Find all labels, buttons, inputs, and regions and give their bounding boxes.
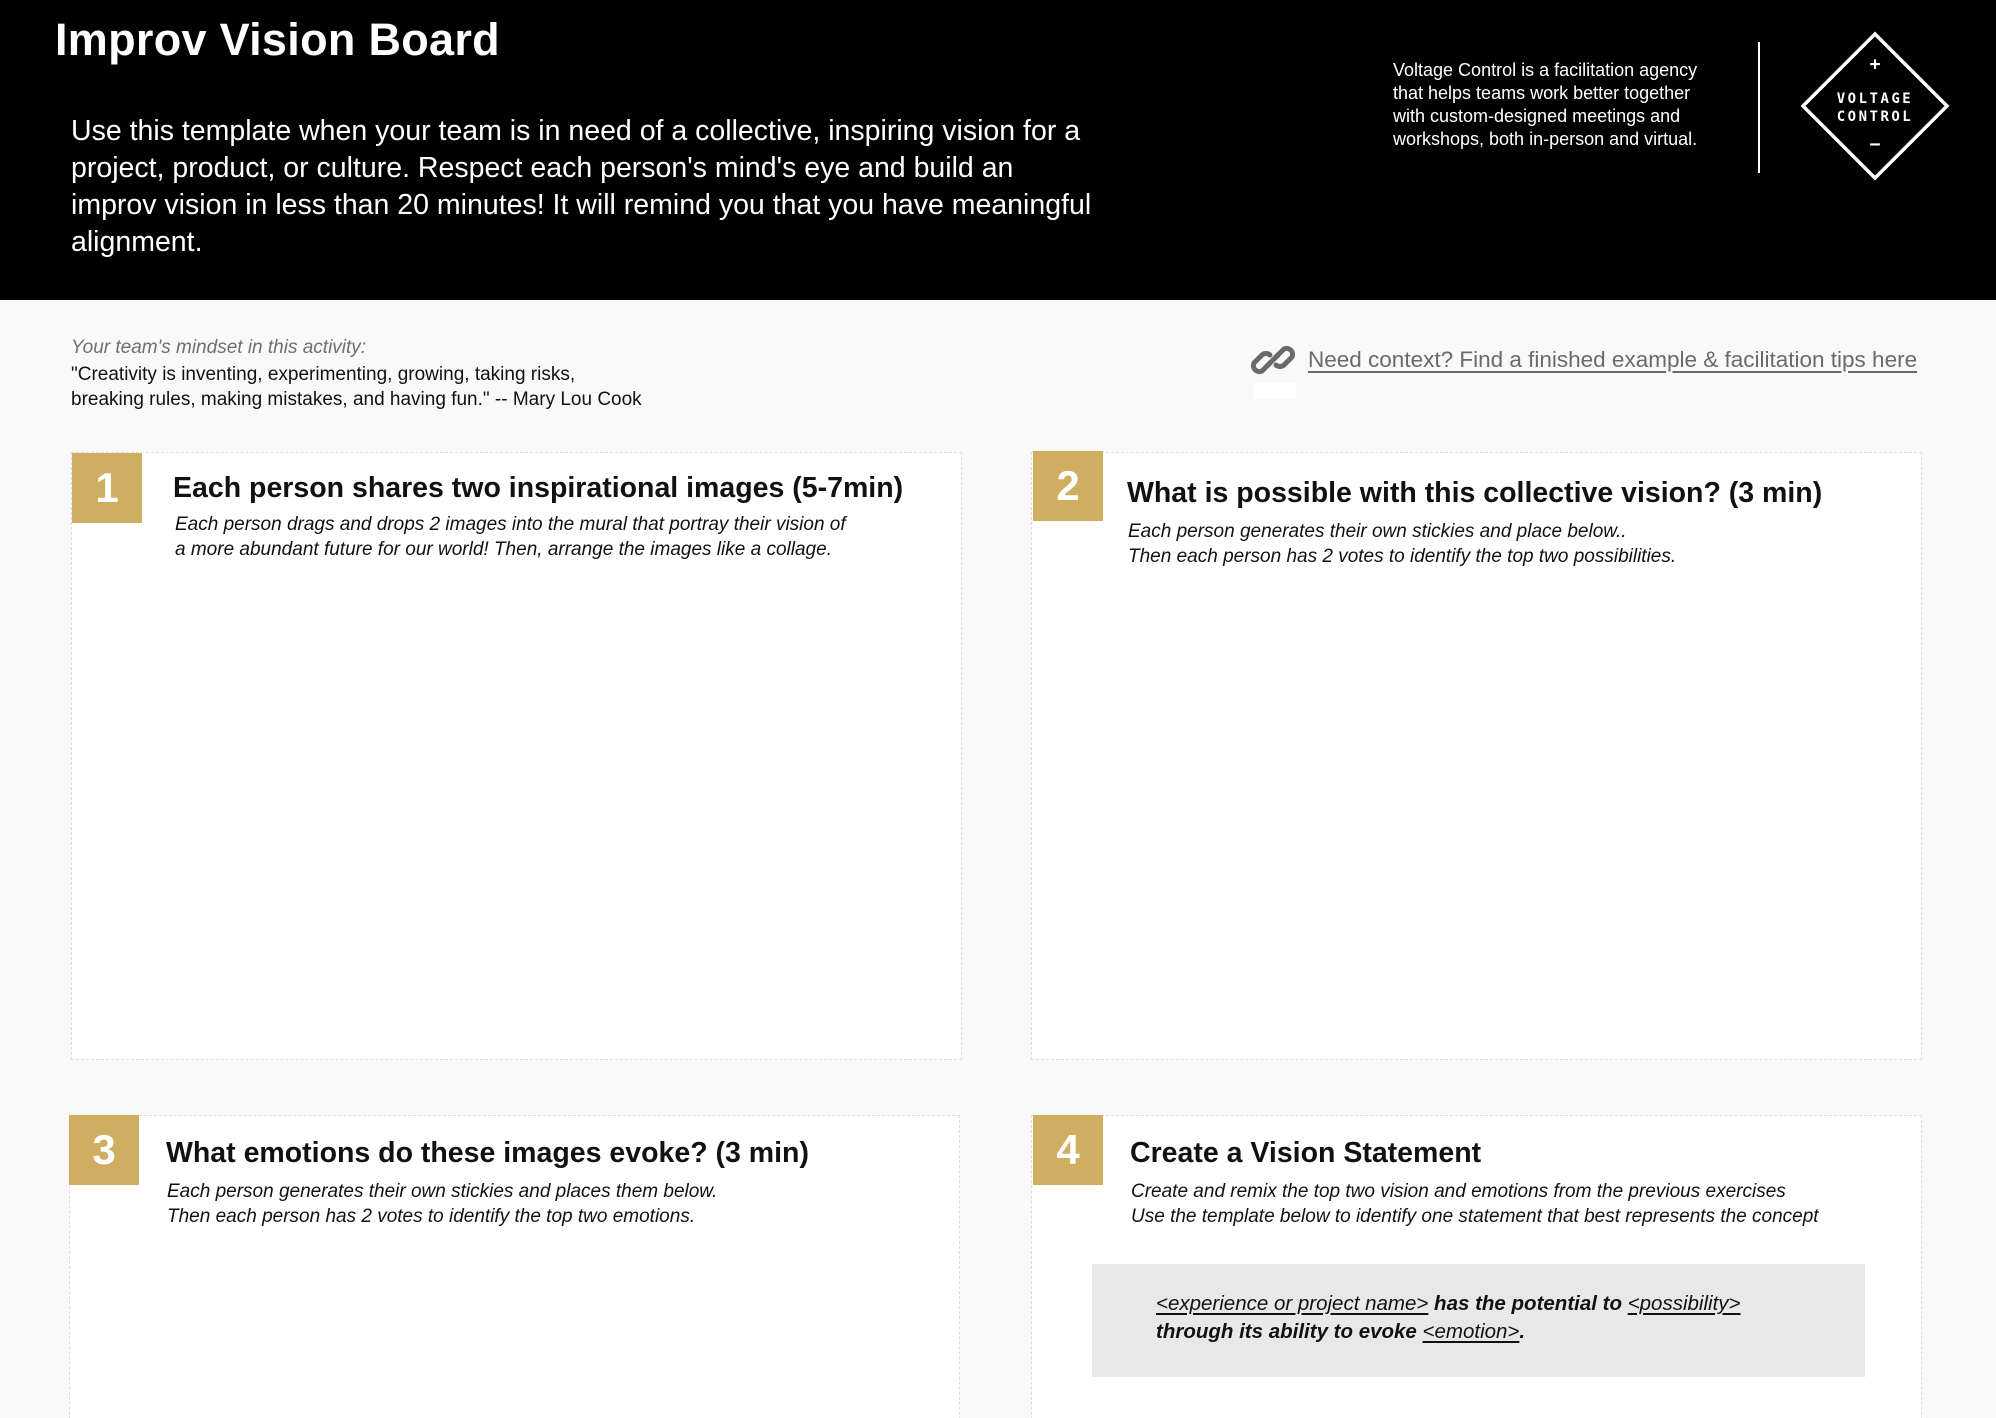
placeholder-possibility[interactable]: <possibility> [1627,1292,1741,1315]
section-2-title: What is possible with this collective vision? (3 min) [1127,477,1823,509]
mini-thumbnail [1254,383,1296,399]
agency-description: Voltage Control is a facilitation agency that helps teams work better together with custom-designed meetings and workshops, both in-person and virtual. [1393,60,1698,149]
statement-end: . [1519,1320,1526,1343]
voltage-control-logo[interactable] [1799,30,1951,182]
quote-line-1: "Creativity is inventing, experimenting, growing, taking risks, [71,364,576,385]
vision-statement-template[interactable] [1092,1264,1865,1377]
section-4-title: Create a Vision Statement [1130,1137,1482,1169]
svg-text:CONTROL: CONTROL [1836,109,1914,125]
statement-line-1 [1156,1290,1865,1318]
desc-line: Then each person has 2 votes to identify the top two emotions. [167,1206,696,1227]
header-banner [0,0,1996,300]
statement-text: through its ability to evoke [1156,1320,1423,1343]
desc-line: Each person generates their own stickies and places them below. [167,1181,718,1202]
context-link[interactable] [1250,335,1917,385]
step-number-1: 1 [72,453,142,523]
link-icon [1250,337,1296,383]
quote-line-2: breaking rules, making mistakes, and having fun." -- Mary Lou Cook [71,389,642,410]
placeholder-experience[interactable]: <experience or project name> [1156,1292,1429,1315]
mindset-label: Your team's mindset in this activity: [71,337,367,358]
desc-line: Then each person has 2 votes to identify the top two possibilities. [1128,546,1677,567]
placeholder-emotion[interactable]: <emotion> [1422,1320,1520,1343]
desc-line: Use the template below to identify one statement that best represents the concept [1131,1206,1819,1227]
intro-text: Use this template when your team is in need of a collective, inspiring vision for a project, product, or culture. Respect each person's mind's eye and build an improv vision in less than 20 minutes! It will remind you that you have meaningful alignment. [71,115,1092,258]
context-link-text[interactable]: Need context? Find a finished example & facilitation tips here [1308,347,1918,372]
header-divider [1758,42,1760,173]
desc-line: Each person drags and drops 2 images into the mural that portray their vision of [175,514,846,535]
section-4-description [1131,1179,1819,1229]
section-1-description [175,512,846,562]
desc-line: a more abundant future for our world! Then, arrange the images like a collage. [175,539,832,560]
section-3-title: What emotions do these images evoke? (3 min) [166,1137,809,1169]
svg-text:−: − [1869,134,1881,155]
desc-line: Each person generates their own stickies and place below.. [1128,521,1627,542]
step-number-3: 3 [69,1115,139,1185]
statement-line-2 [1156,1318,1865,1346]
section-3-description [167,1179,717,1229]
step-number-4: 4 [1033,1115,1103,1185]
page-title: Improv Vision Board [55,14,500,65]
statement-text: has the potential to [1428,1292,1628,1315]
desc-line: Create and remix the top two vision and emotions from the previous exercises [1131,1181,1786,1202]
step-number-2: 2 [1033,451,1103,521]
mindset-quote [71,362,771,412]
section-2-description [1128,519,1676,569]
svg-text:+: + [1869,54,1881,75]
svg-text:VOLTAGE: VOLTAGE [1836,91,1914,107]
section-1-title: Each person shares two inspirational images (5-7min) [173,472,904,504]
